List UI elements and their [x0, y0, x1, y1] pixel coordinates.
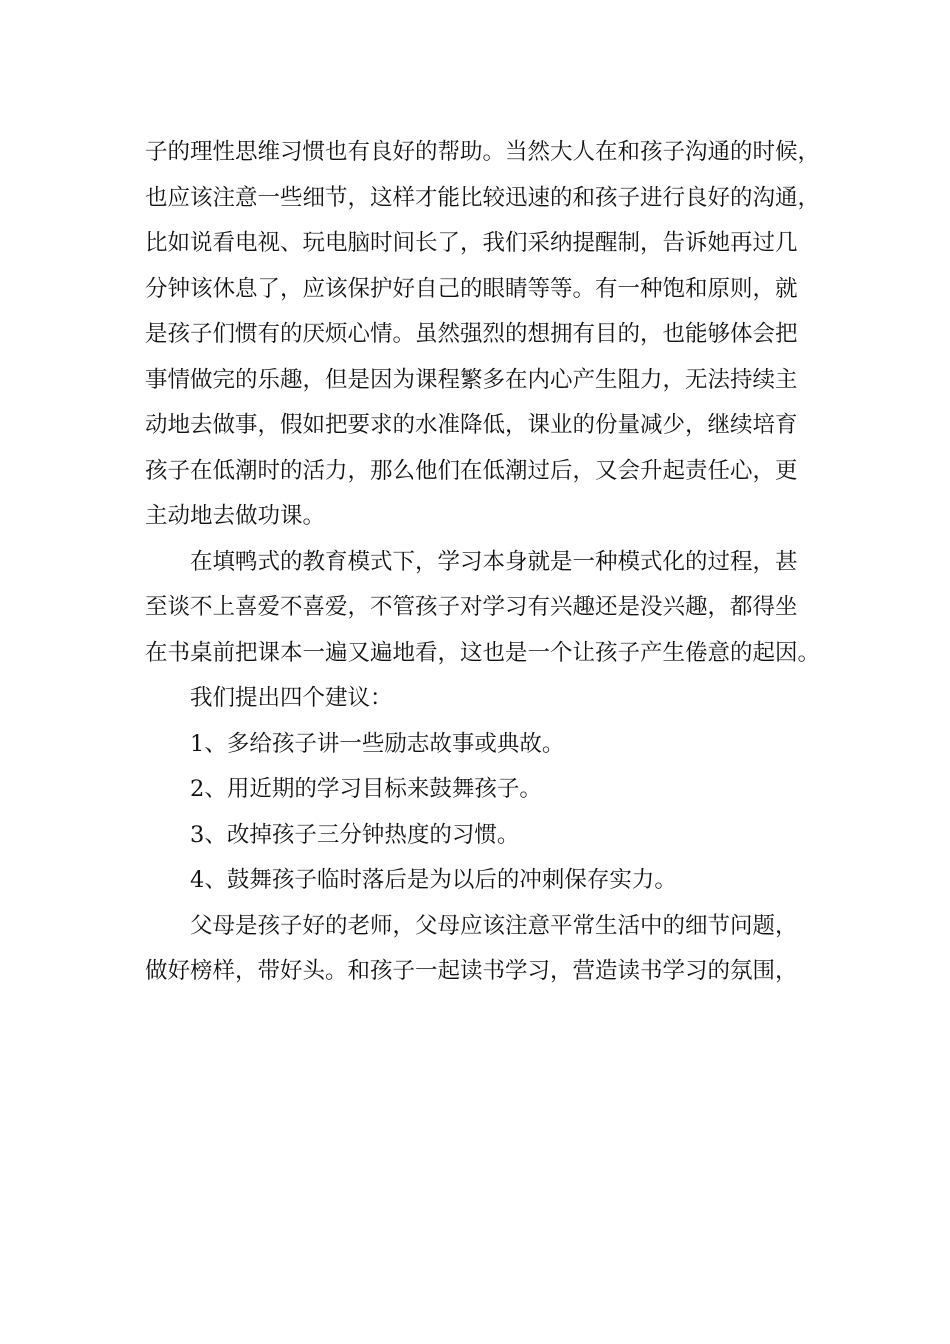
body-text — [145, 130, 821, 995]
text-line: 在书桌前把课本一遍又遍地看，这也是一个让孩子产生倦意的起因。 — [145, 639, 821, 666]
text-line: 主动地去做功课。 — [145, 503, 326, 529]
suggestion-item: 3、改掉孩子三分钟热度的习惯。 — [190, 821, 520, 848]
text-line: 比如说看电视、玩电脑时间长了，我们采纳提醒制，告诉她再过几 — [145, 230, 798, 256]
suggestion-item: 1、多给孩子讲一些励志故事或典故。 — [190, 730, 565, 757]
text-line: 是孩子们惯有的厌烦心情。虽然强烈的想拥有目的，也能够体会把 — [145, 321, 798, 347]
suggestion-item: 4、鼓舞孩子临时落后是为以后的冲刺保存实力。 — [190, 867, 677, 893]
text-line: 孩子在低潮时的活力，那么他们在低潮过后，又会升起责任心，更 — [145, 457, 798, 484]
text-line: 也应该注意一些细节，这样才能比较迅速的和孩子进行良好的沟通， — [145, 184, 821, 211]
text-line: 动地去做事，假如把要求的水准降低，课业的份量减少，继续培育 — [145, 412, 798, 438]
text-line: 做好榜样，带好头。和孩子一起读书学习，营造读书学习的氛围， — [145, 958, 798, 984]
text-line: 分钟该休息了，应该保护好自己的眼睛等等。有一种饱和原则，就 — [145, 275, 798, 302]
text-line: 事情做完的乐趣，但是因为课程繁多在内心产生阻力，无法持续主 — [145, 366, 798, 393]
paragraph-start-line: 在填鸭式的教育模式下，学习本身就是一种模式化的过程，甚 — [190, 548, 798, 575]
suggestion-item: 2、用近期的学习目标来鼓舞孩子。 — [190, 776, 542, 802]
suggestions-intro: 我们提出四个建议： — [190, 685, 393, 711]
text-line: 至谈不上喜爱不喜爱，不管孩子对学习有兴趣还是没兴趣，都得坐 — [145, 594, 798, 620]
paragraph-start-line: 父母是孩子好的老师，父母应该注意平常生活中的细节问题， — [190, 912, 798, 939]
text-line: 子的理性思维习惯也有良好的帮助。当然大人在和孩子沟通的时候， — [145, 139, 821, 165]
